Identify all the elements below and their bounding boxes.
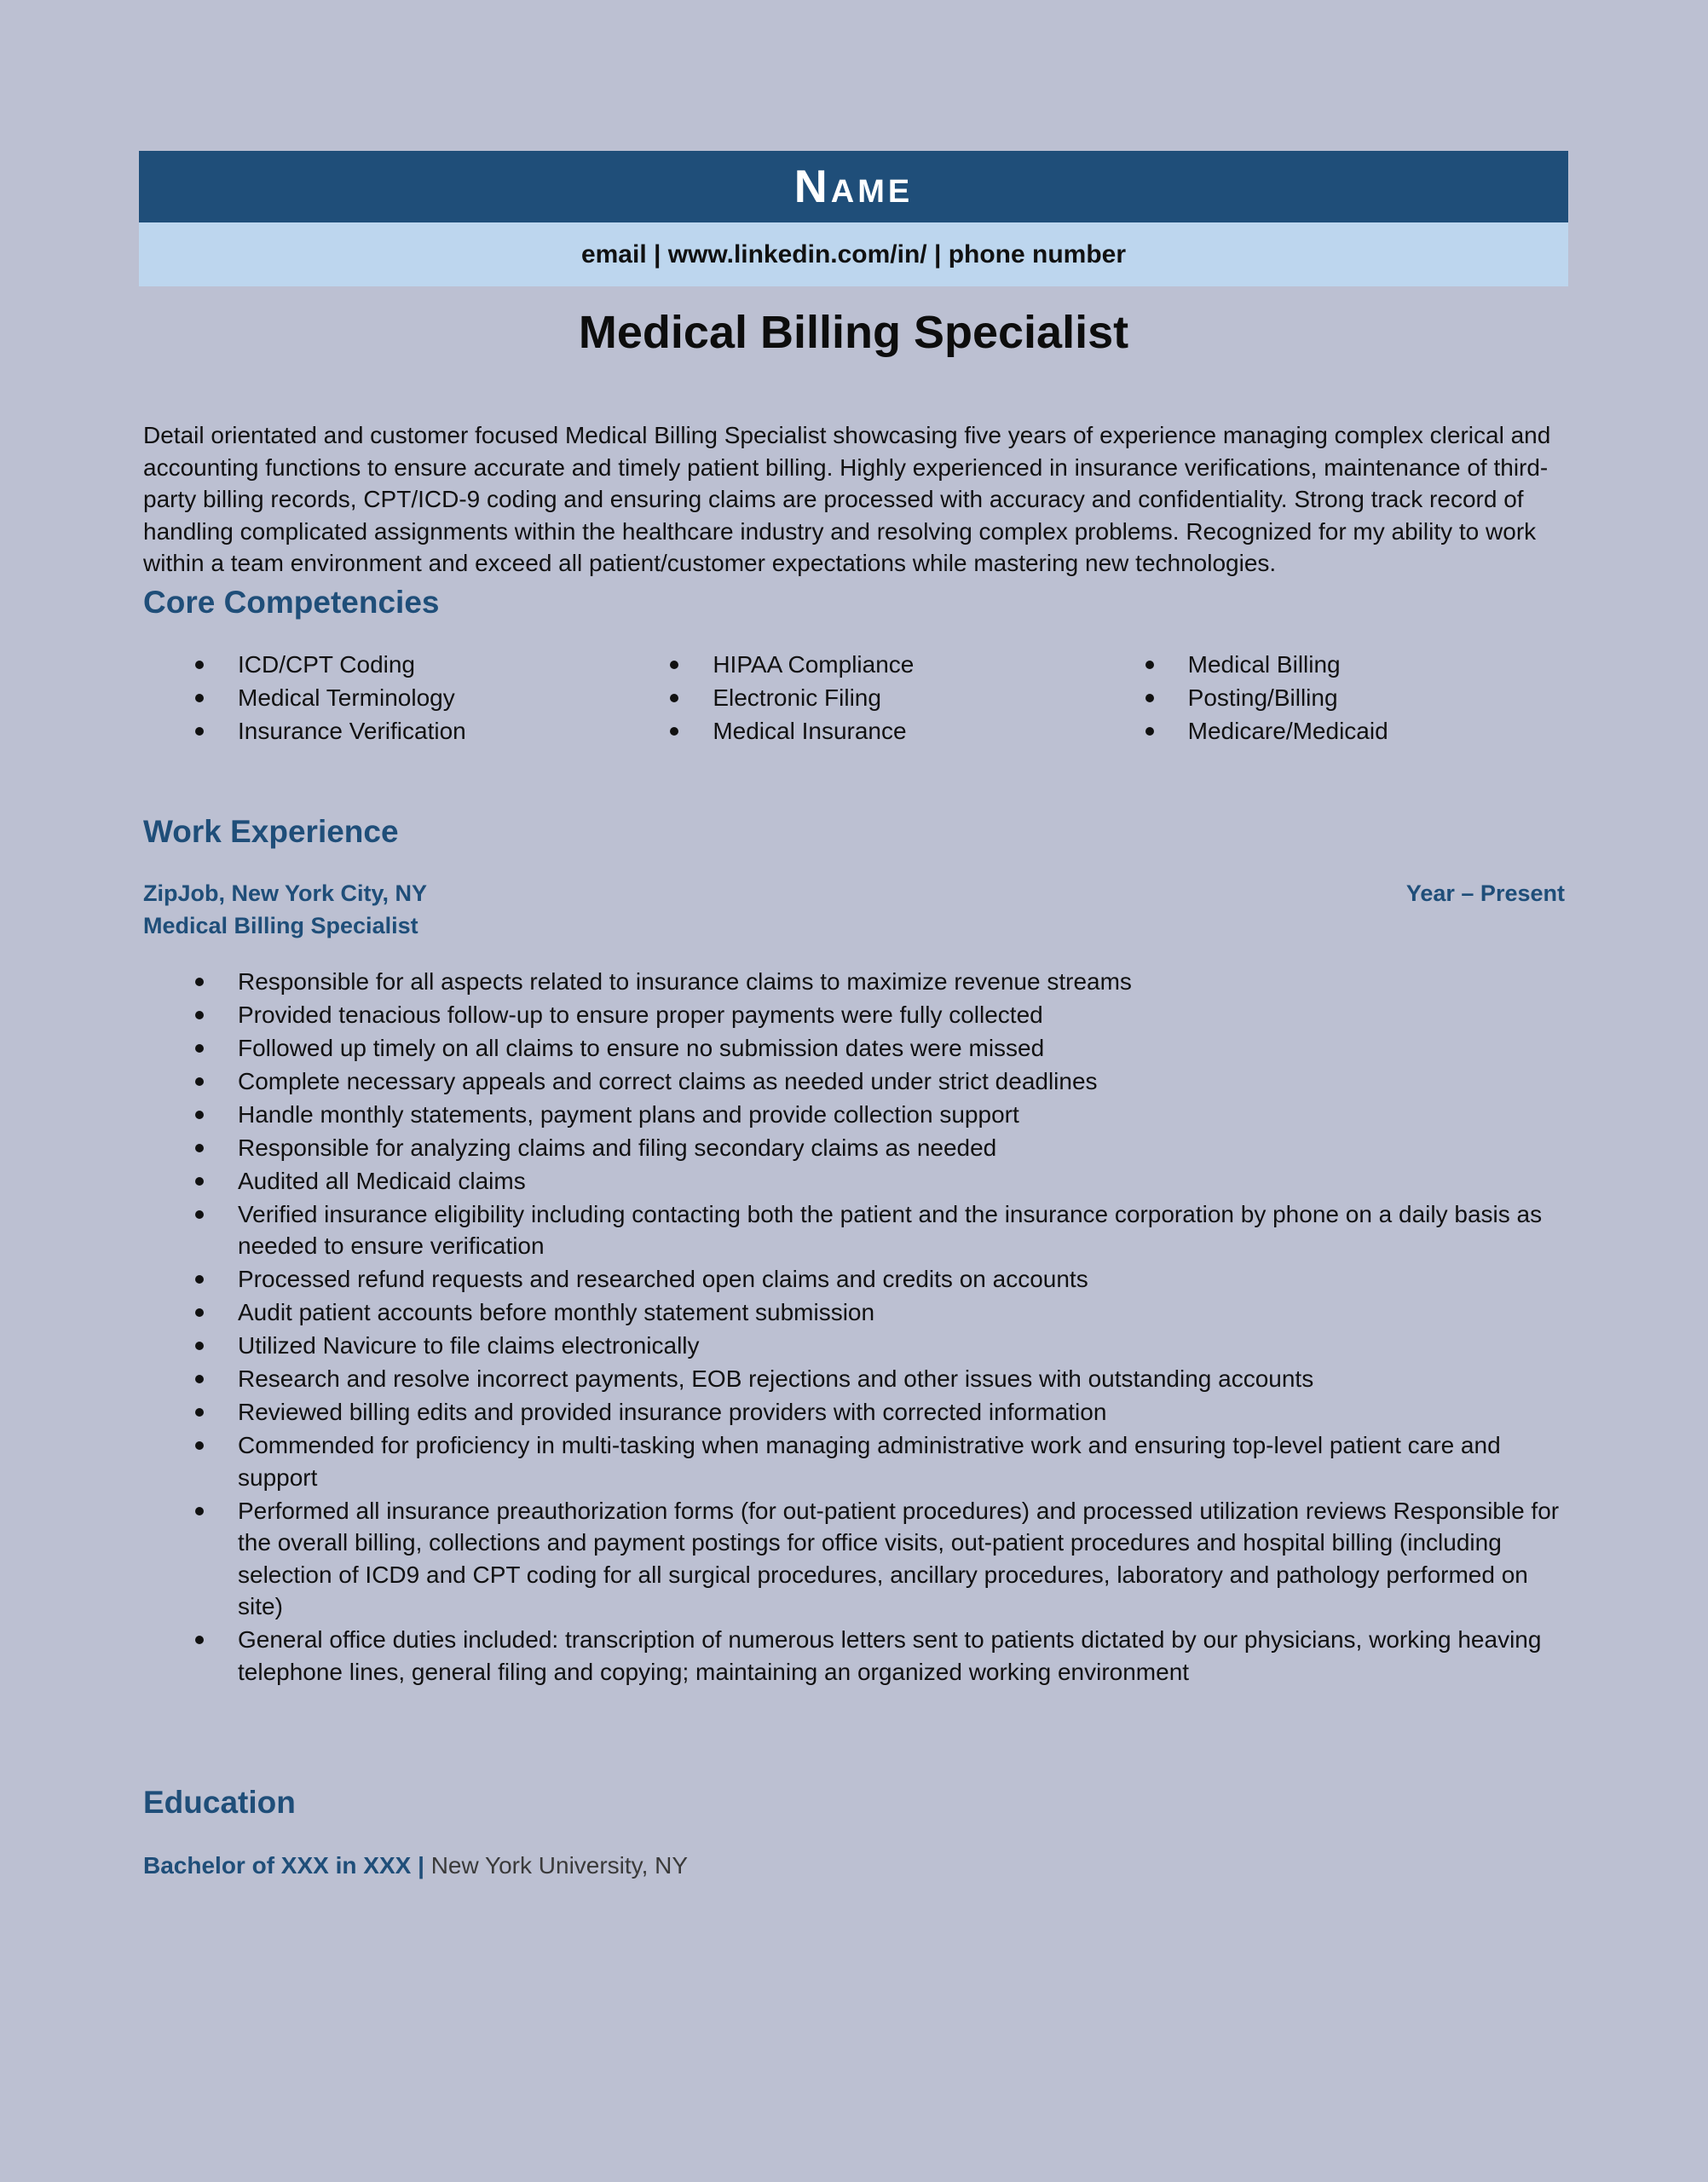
resume-page (139, 151, 1568, 1882)
responsibility-item: Responsible for analyzing claims and filing secondary claims as needed (143, 1132, 1568, 1164)
responsibility-item: Utilized Navicure to file claims electronically (143, 1330, 1568, 1362)
company-location: ZipJob, New York City, NY (143, 880, 428, 906)
job-role: Medical Billing Specialist (143, 912, 418, 938)
responsibility-item: Followed up timely on all claims to ensure no submission dates were missed (143, 1032, 1568, 1065)
contact-banner (139, 222, 1568, 286)
competency-column-1 (143, 648, 618, 748)
responsibility-item: Handle monthly statements, payment plans and provide collection support (143, 1099, 1568, 1131)
competency-column-2 (618, 648, 1093, 748)
competency-item: Medical Insurance (618, 714, 1093, 748)
responsibility-item: Complete necessary appeals and correct claims as needed under strict deadlines (143, 1065, 1568, 1098)
competency-item: Posting/Billing (1093, 681, 1568, 714)
responsibility-item: Research and resolve incorrect payments, EOB rejections and other issues with outstanding accounts (143, 1363, 1568, 1395)
professional-summary: Detail orientated and customer focused Medical Billing Specialist showcasing five years of experience managing complex clerical and accounting functions to ensure accurate and timely patient billing. Highly experienced in insurance verifications, maintenance of third-party billing records, CPT/ICD-9 coding and ensuring claims are processed with accuracy and confidentiality. Strong track record of handling complicated assignments within the healthcare industry and resolving complex problems. Recognized for my ability to work within a team environment and exceed all patient/customer expectations while mastering new technologies. (143, 422, 1551, 577)
competency-item: Electronic Filing (618, 681, 1093, 714)
school: New York University, NY (424, 1852, 689, 1879)
candidate-name: Name (793, 161, 914, 212)
responsibility-item: Commended for proficiency in multi-tasking when managing administrative work and ensuring top-level patient care and support (143, 1429, 1568, 1493)
competency-item: ICD/CPT Coding (143, 648, 618, 681)
responsibilities-list (139, 966, 1568, 1688)
competency-item: Medical Terminology (143, 681, 618, 714)
competencies-grid (139, 648, 1568, 748)
education-heading: Education (143, 1785, 296, 1821)
responsibility-item: Performed all insurance preauthorization forms (for out-patient procedures) and processed utilization reviews Responsible for the overall billing, collections and payment postings for office visits, out-patient procedures and hospital billing (including selection of ICD9 and CPT coding for all surgical procedures, ancillary procedures, laboratory and pathology performed on site) (143, 1495, 1568, 1623)
responsibility-item: Audited all Medicaid claims (143, 1165, 1568, 1198)
employment-dates: Year – Present (1405, 880, 1565, 906)
responsibility-item: Reviewed billing edits and provided insurance providers with corrected information (143, 1396, 1568, 1429)
name-banner (139, 151, 1568, 222)
responsibility-item: General office duties included: transcription of numerous letters sent to patients dictated by our physicians, working heaving telephone lines, general filing and copying; maintaining an organized working environment (143, 1624, 1568, 1688)
job-header (139, 877, 1568, 909)
job-title: Medical Billing Specialist (578, 307, 1129, 358)
responsibility-item: Processed refund requests and researched open claims and credits on accounts (143, 1263, 1568, 1296)
work-experience-heading: Work Experience (143, 813, 399, 849)
responsibility-item: Provided tenacious follow-up to ensure proper payments were fully collected (143, 999, 1568, 1031)
responsibility-item: Audit patient accounts before monthly statement submission (143, 1296, 1568, 1329)
competency-column-3 (1093, 648, 1568, 748)
education-entry (139, 1850, 1568, 1882)
contact-info: email | www.linkedin.com/in/ | phone number (580, 240, 1127, 268)
responsibility-item: Responsible for all aspects related to insurance claims to maximize revenue streams (143, 966, 1568, 998)
competency-item: Medicare/Medicaid (1093, 714, 1568, 748)
responsibility-item: Verified insurance eligibility including contacting both the patient and the insurance corporation by phone on a daily basis as needed to ensure verification (143, 1198, 1568, 1262)
competency-item: Insurance Verification (143, 714, 618, 748)
competency-item: HIPAA Compliance (618, 648, 1093, 681)
degree: Bachelor of XXX in XXX | (143, 1852, 424, 1879)
core-competencies-heading: Core Competencies (143, 584, 440, 620)
competency-item: Medical Billing (1093, 648, 1568, 681)
